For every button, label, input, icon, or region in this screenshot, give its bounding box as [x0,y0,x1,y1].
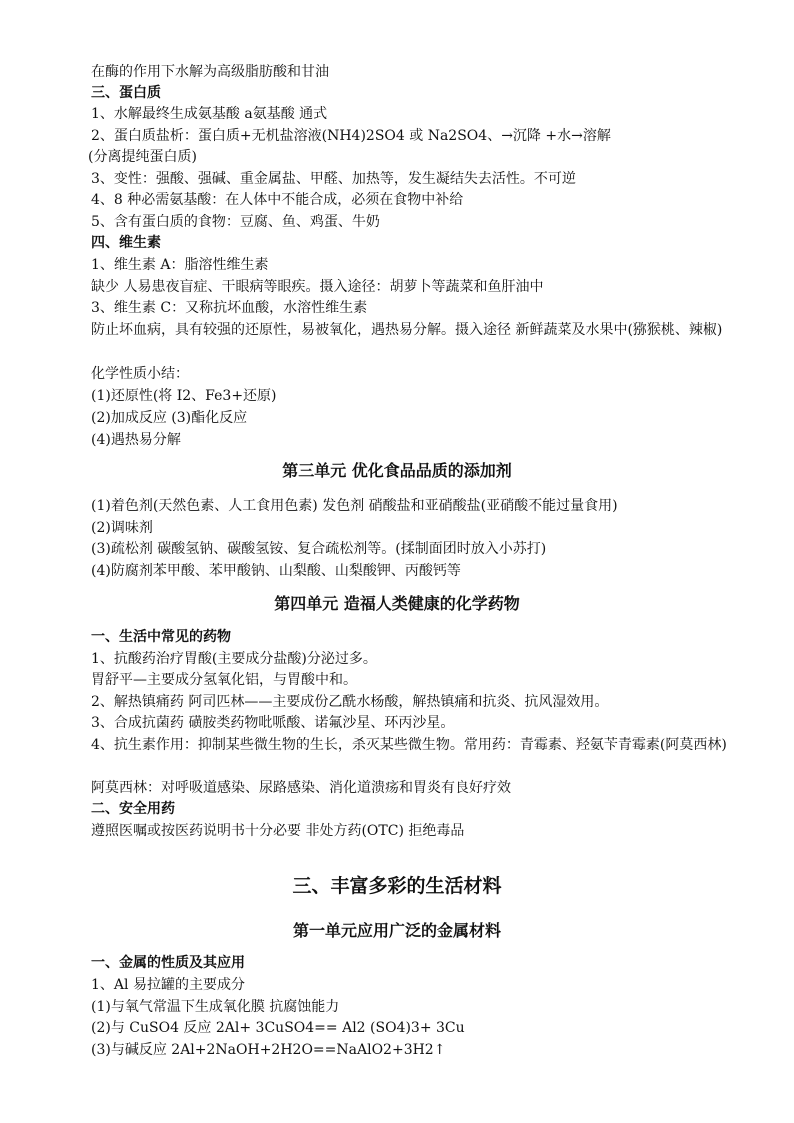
text-line: 2、解热镇痛药 阿司匹林——主要成份乙酰水杨酸，解热镇痛和抗炎、抗风湿效用。 [91,694,609,710]
unit-title-3: 第三单元 优化食品品质的添加剂 [282,461,512,480]
text-line: (2)加成反应 (3)酯化反应 [91,410,248,426]
text-line: (4)遇热易分解 [91,432,181,448]
text-line: 1、维生素 A：脂溶性维生素 [91,257,269,273]
chapter-title: 三、丰富多彩的生活材料 [292,875,502,897]
text-line: (1)着色剂(天然色素、人工食用色素) 发色剂 硝酸盐和亚硝酸盐(亚硝酸不能过量食用) [91,498,618,514]
section-heading-metals: 一、金属的性质及其应用 [91,955,245,971]
text-line: 缺少 人易患夜盲症、干眼病等眼疾。摄入途径：胡萝卜等蔬菜和鱼肝油中 [91,279,544,295]
text-line: (4)防腐剂苯甲酸、苯甲酸钠、山梨酸、山梨酸钾、丙酸钙等 [91,563,461,579]
text-line: 5、含有蛋白质的食物：豆腐、鱼、鸡蛋、牛奶 [91,214,380,230]
unit-title-4: 第四单元 造福人类健康的化学药物 [274,594,520,613]
text-line: (1)还原性(将 I2、Fe3+还原) [91,388,277,404]
unit-title-1: 第一单元应用广泛的金属材料 [292,921,501,940]
section-heading-safe-medication: 二、安全用药 [91,801,175,817]
text-line: 2、蛋白质盐析：蛋白质+无机盐溶液(NH4)2SO4 或 Na2SO4、→沉降 +水→溶解 [91,128,611,144]
text-line: 3、维生素 C：又称抗坏血酸，水溶性维生素 [91,300,368,316]
text-line: (分离提纯蛋白质) [88,149,197,165]
text-line: 1、Al 易拉罐的主要成分 [91,977,245,993]
text-line: 1、抗酸药治疗胃酸(主要成分盐酸)分泌过多。 [91,651,377,667]
text-line: (3)与碱反应 2Al+2NaOH+2H2O==NaAlO2+3H2↑ [91,1042,446,1058]
text-line: 阿莫西林：对呼吸道感染、尿路感染、消化道溃疡和胃炎有良好疗效 [91,780,511,796]
text-line: 4、8 种必需氨基酸：在人体中不能合成，必须在食物中补给 [91,192,464,208]
text-line: 遵照医嘱或按医药说明书十分必要 非处方药(OTC) 拒绝毒品 [91,823,465,839]
section-heading-vitamin: 四、维生素 [91,235,161,251]
text-line: 化学性质小结： [91,366,189,382]
text-line: (2)调味剂 [91,520,153,536]
text-line: 胃舒平—主要成分氢氧化铝，与胃酸中和。 [91,672,357,688]
text-paragraph: 防止坏血病，具有较强的还原性，易被氧化，遇热易分解。摄入途径 新鲜蔬菜及水果中(猕猴桃、辣椒) [91,322,723,338]
text-line: 1、水解最终生成氨基酸 a氨基酸 通式 [91,106,328,122]
text-line: (2)与 CuSO4 反应 2Al+ 3CuSO4== Al2 (SO4)3+ 3Cu [91,1020,465,1036]
text-line: (1)与氧气常温下生成氧化膜 抗腐蚀能力 [91,999,340,1015]
text-line: 3、合成抗菌药 磺胺类药物吡哌酸、诺氟沙星、环丙沙星。 [91,715,455,731]
text-line: 3、变性：强酸、强碱、重金属盐、甲醛、加热等，发生凝结失去活性。不可逆 [91,171,576,187]
section-heading-protein: 三、蛋白质 [91,85,161,101]
text-line: 在酶的作用下水解为高级脂肪酸和甘油 [91,64,329,80]
text-paragraph: 4、抗生素作用：抑制某些微生物的生长，杀灭某些微生物。常用药：青霉素、羟氨苄青霉素(阿莫西林) [91,737,727,753]
text-line: (3)疏松剂 碳酸氢钠、碳酸氢铵、复合疏松剂等。(揉制面团时放入小苏打) [91,541,547,557]
section-heading-drugs: 一、生活中常见的药物 [91,629,231,645]
